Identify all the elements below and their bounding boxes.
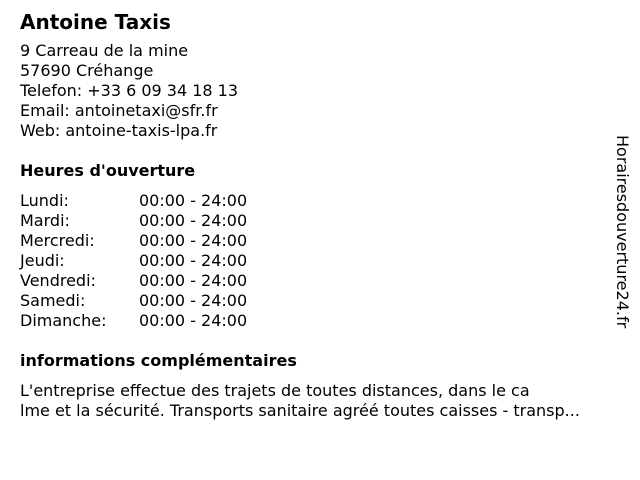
description-line: lme et la sécurité. Transports sanitaire agréé toutes caisses - transp... xyxy=(20,401,580,420)
time-range: 00:00 - 24:00 xyxy=(139,231,248,250)
day-label: Dimanche: xyxy=(20,311,107,330)
time-range: 00:00 - 24:00 xyxy=(139,271,248,290)
hours-row-wednesday xyxy=(20,231,632,251)
phone-line: Telefon: +33 6 09 34 18 13 xyxy=(20,81,239,100)
additional-info-title: informations complémentaires xyxy=(20,351,297,370)
site-watermark: Horairesdouverture24.fr xyxy=(613,135,632,329)
time-range: 00:00 - 24:00 xyxy=(139,311,248,330)
hours-row-sunday xyxy=(20,311,632,331)
hours-row-tuesday xyxy=(20,211,632,231)
address-city: 57690 Créhange xyxy=(20,61,154,80)
address-street: 9 Carreau de la mine xyxy=(20,41,189,60)
day-label: Lundi: xyxy=(20,191,69,210)
day-label: Mardi: xyxy=(20,211,70,230)
day-label: Mercredi: xyxy=(20,231,95,250)
web-line: Web: antoine-taxis-lpa.fr xyxy=(20,121,218,140)
time-range: 00:00 - 24:00 xyxy=(139,251,248,270)
opening-hours-title: Heures d'ouverture xyxy=(20,161,196,180)
additional-info-text xyxy=(20,381,630,421)
description-line: L'entreprise effectue des trajets de toutes distances, dans le ca xyxy=(20,381,530,400)
time-range: 00:00 - 24:00 xyxy=(139,211,248,230)
hours-row-monday xyxy=(20,191,632,211)
day-label: Samedi: xyxy=(20,291,86,310)
email-line: Email: antoinetaxi@sfr.fr xyxy=(20,101,218,120)
day-label: Jeudi: xyxy=(20,251,65,270)
business-name: Antoine Taxis xyxy=(20,10,171,34)
time-range: 00:00 - 24:00 xyxy=(139,191,248,210)
time-range: 00:00 - 24:00 xyxy=(139,291,248,310)
hours-row-thursday xyxy=(20,251,632,271)
business-card xyxy=(20,9,632,421)
day-label: Vendredi: xyxy=(20,271,96,290)
hours-row-saturday xyxy=(20,291,632,311)
opening-hours-list xyxy=(20,191,632,331)
hours-row-friday xyxy=(20,271,632,291)
